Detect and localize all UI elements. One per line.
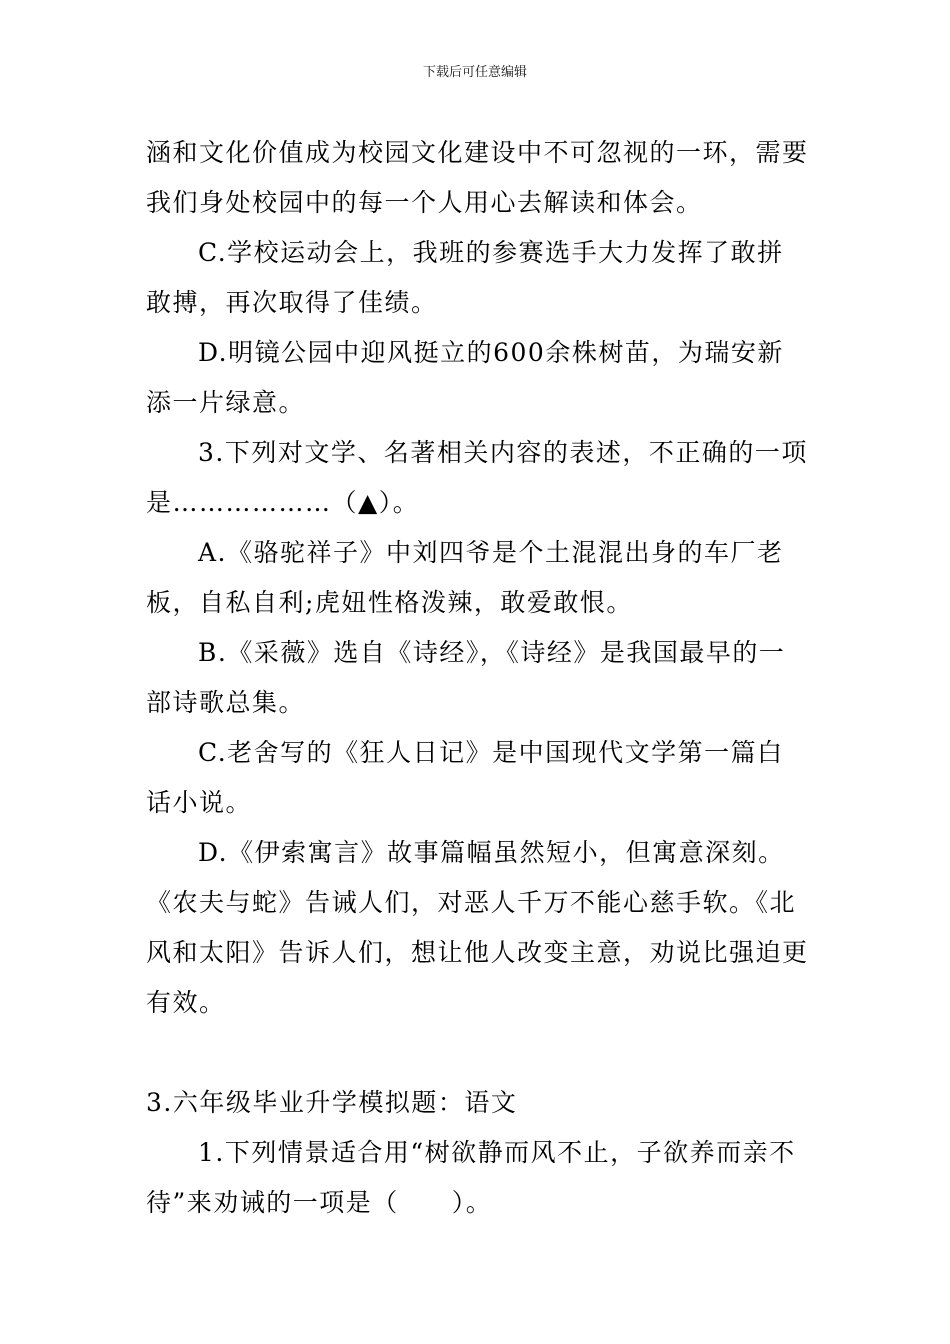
page-header-note: 下载后可任意编辑 (422, 65, 527, 80)
section-gap (146, 1028, 810, 1078)
option-a-camel-xiangzi: A.《骆驼祥子》中刘四爷是个土混混出身的车厂老板，自私自利;虎妞性格泼辣，敢爱敢恨。 (146, 538, 784, 617)
question-1-proverb: 1.下列情景适合用“树欲静而风不止，子欲养而亲不待”来劝诫的一项是（ ）。 (146, 1138, 796, 1217)
option-c-laoshe: C.老舍写的《狂人日记》是中国现代文学第一篇白话小说。 (146, 738, 784, 817)
question-3-literature: 3.下列对文学、名著相关内容的表述，不正确的一项是………………（▲）。 (146, 438, 808, 517)
option-c-sports-meeting: C.学校运动会上，我班的参赛选手大力发挥了敢拼敢搏，再次取得了佳绩。 (146, 238, 784, 317)
paragraph-continuation: 涵和文化价值成为校园文化建设中不可忽视的一环，需要我们身处校园中的每一个人用心去解读和体会。 (146, 138, 809, 217)
option-d-park-saplings: D.明镜公园中迎风挺立的600余株树苗，为瑞安新添一片绿意。 (146, 338, 784, 417)
document-body (146, 128, 810, 1228)
option-b-caiwei: B.《采薇》选自《诗经》，《诗经》是我国最早的一部诗歌总集。 (146, 638, 786, 717)
option-d-aesop: D.《伊索寓言》故事篇幅虽然短小，但寓意深刻。《农夫与蛇》告诫人们，对恶人千万不能心慈手软。《北风和太阳》告诉人们，想让他人改变主意，劝说比强迫更有效。 (146, 838, 809, 1017)
section-title: 3.六年级毕业升学模拟题：语文 (146, 1088, 518, 1117)
